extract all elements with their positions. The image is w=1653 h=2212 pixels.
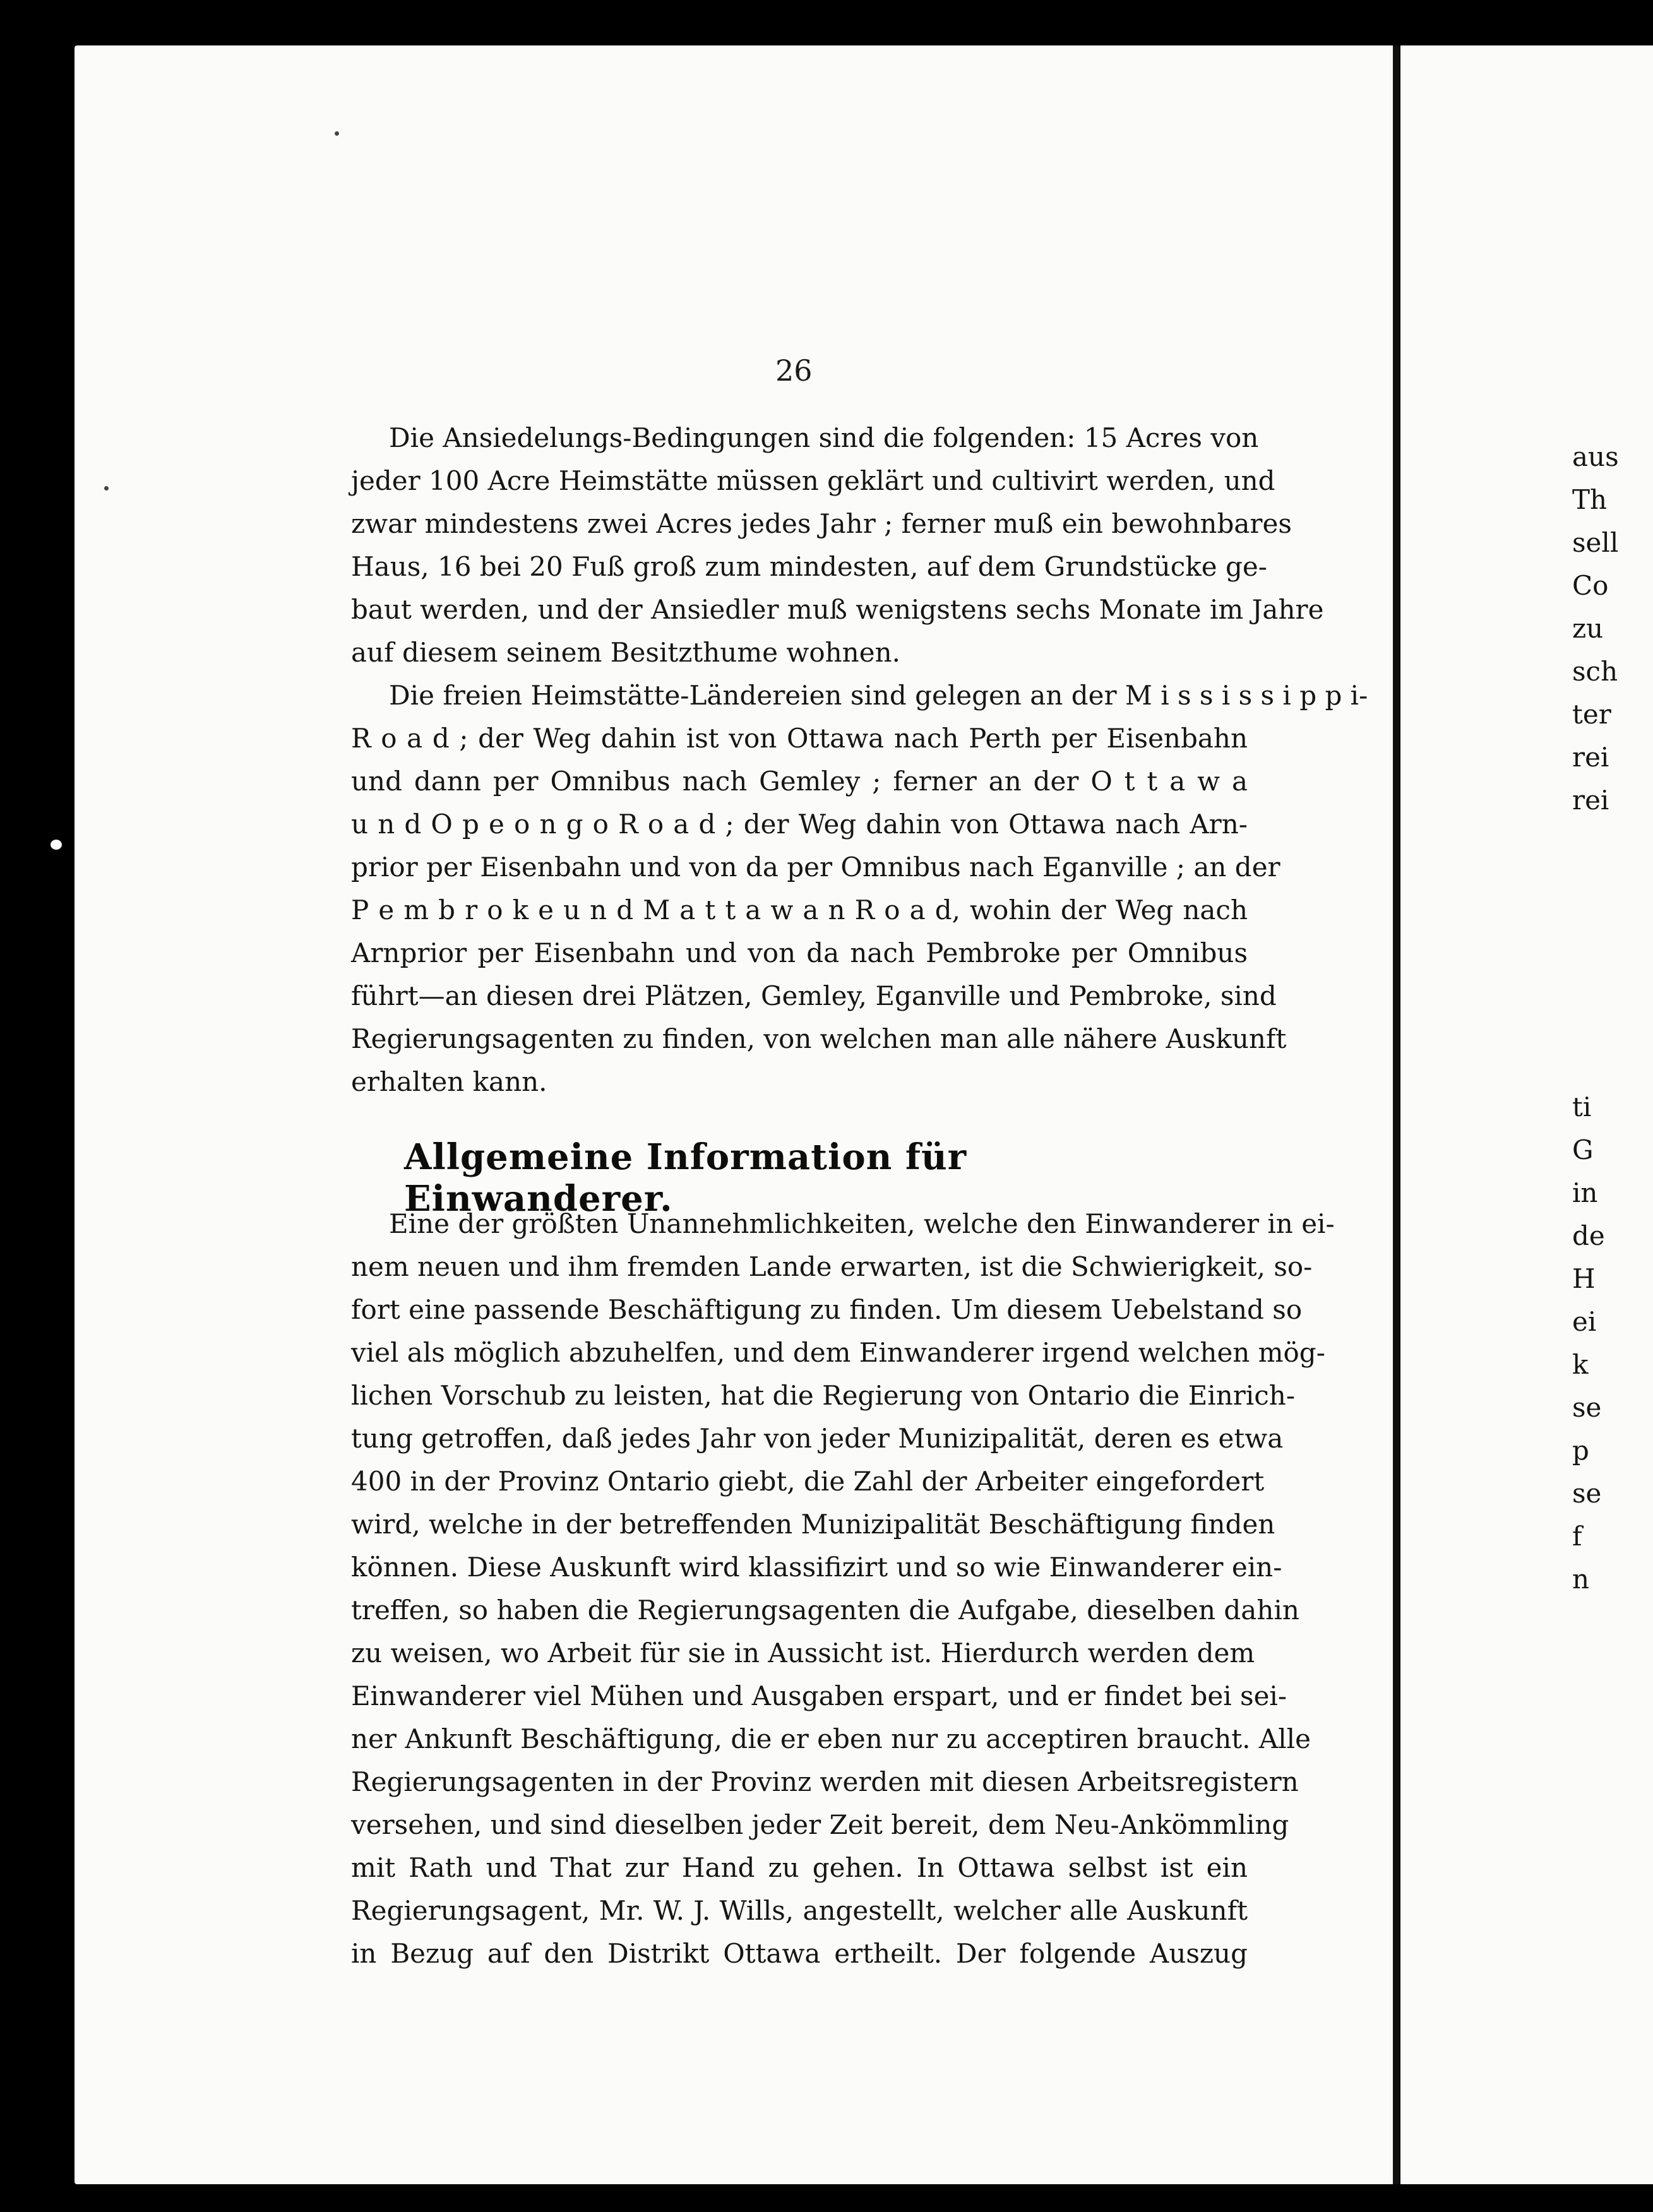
body-section-conditions (351, 417, 1368, 1103)
fragment: ter (1572, 699, 1611, 730)
right-page-fragments (1572, 436, 1619, 822)
text-line: und dann per Omnibus nach Gemley ; ferner an der O t t a w a (351, 766, 1248, 797)
text-line: jeder 100 Acre Heimstätte müssen geklärt und cultivirt werden, und (351, 465, 1275, 496)
text-line: auf diesem seinem Besitzthume wohnen. (351, 637, 900, 668)
fragment: se (1572, 1478, 1602, 1509)
text-line: viel als möglich abzuhelfen, und dem Einwanderer irgend welchen mög- (351, 1337, 1325, 1368)
fragment: sch (1572, 656, 1618, 687)
text-line: treffen, so haben die Regierungsagenten die Aufgabe, dieselben dahin (351, 1595, 1299, 1626)
fragment: de (1572, 1220, 1605, 1251)
fragment: Co (1572, 570, 1609, 601)
text-line: versehen, und sind dieselben jeder Zeit bereit, dem Neu-Ankömmling (351, 1809, 1289, 1840)
text-line: baut werden, und der Ansiedler muß wenigstens sechs Monate im Jahre (351, 594, 1324, 625)
text-line: erhalten kann. (351, 1066, 547, 1097)
fragment: sell (1572, 527, 1619, 558)
fragment: rei (1572, 785, 1609, 816)
text-line: nem neuen und ihm fremden Lande erwarten, ist die Schwierigkeit, so- (351, 1251, 1313, 1282)
fragment: ti (1572, 1091, 1592, 1122)
text-line: lichen Vorschub zu leisten, hat die Regierung von Ontario die Einrich- (351, 1380, 1296, 1411)
text-line: Regierungsagenten zu finden, von welchen man alle nähere Auskunft (351, 1023, 1287, 1054)
page-gutter (1393, 45, 1399, 2184)
text-line: in Bezug auf den Distrikt Ottawa ertheilt. Der folgende Auszug (351, 1938, 1248, 1969)
text-line: Die Ansiedelungs-Bedingungen sind die folgenden: 15 Acres von (389, 422, 1259, 453)
fragment: G (1572, 1134, 1594, 1165)
text-line: prior per Eisenbahn und von da per Omnibus nach Eganville ; an der (351, 852, 1280, 883)
text-line: Regierungsagent, Mr. W. J. Wills, angestellt, welcher alle Auskunft (351, 1895, 1248, 1926)
body-section-immigrants (351, 1203, 1335, 1975)
fragment: rei (1572, 742, 1609, 773)
right-page-fragments-2 (1572, 1086, 1605, 1601)
text-line: fort eine passende Beschäftigung zu finden. Um diesem Uebelstand so (351, 1294, 1303, 1325)
text-line: Die freien Heimstätte-Ländereien sind gelegen an der M i s s i s s i p p i- (389, 680, 1368, 711)
fragment: p (1572, 1435, 1589, 1466)
text-line: mit Rath und That zur Hand zu gehen. In Ottawa selbst ist ein (351, 1852, 1248, 1883)
section-heading: Allgemeine Information für Einwanderer. (404, 1136, 967, 1220)
text-line: Haus, 16 bei 20 Fuß groß zum mindesten, auf dem Grundstücke ge- (351, 551, 1267, 582)
text-line: tung getroffen, daß jedes Jahr von jeder Munizipalität, deren es etwa (351, 1423, 1284, 1454)
text-line: R o a d ; der Weg dahin ist von Ottawa nach Perth per Eisenbahn (351, 723, 1248, 754)
text-line: zu weisen, wo Arbeit für sie in Aussicht ist. Hierdurch werden dem (351, 1638, 1255, 1668)
speck (335, 131, 339, 136)
fragment: H (1572, 1263, 1596, 1294)
fragment: f (1572, 1521, 1582, 1552)
fragment: aus (1572, 441, 1619, 472)
text-line: Arnprior per Eisenbahn und von da nach Pembroke per Omnibus (351, 937, 1248, 968)
fragment: in (1572, 1177, 1598, 1208)
text-line: Einwanderer viel Mühen und Ausgaben erspart, und er findet bei sei- (351, 1680, 1287, 1711)
text-line: 400 in der Provinz Ontario giebt, die Zahl der Arbeiter eingefordert (351, 1466, 1265, 1497)
fragment: Th (1572, 484, 1608, 515)
speck (104, 486, 109, 491)
right-page-edge (1400, 45, 1653, 2184)
speck (51, 840, 62, 850)
text-line: ner Ankunft Beschäftigung, die er eben nur zu acceptiren braucht. Alle (351, 1723, 1311, 1754)
text-line: Eine der größten Unannehmlichkeiten, welche den Einwanderer in ei- (389, 1208, 1335, 1239)
text-line: können. Diese Auskunft wird klassifizirt und so wie Einwanderer ein- (351, 1552, 1282, 1583)
text-line: führt—an diesen drei Plätzen, Gemley, Eganville und Pembroke, sind (351, 980, 1277, 1011)
text-line: Regierungsagenten in der Provinz werden mit diesen Arbeitsregistern (351, 1766, 1299, 1797)
text-line: zwar mindestens zwei Acres jedes Jahr ; ferner muß ein bewohnbares (351, 508, 1292, 539)
page-number: 26 (775, 354, 813, 388)
fragment: k (1572, 1349, 1589, 1380)
fragment: ei (1572, 1306, 1597, 1337)
text-line: wird, welche in der betreffenden Munizipalität Beschäftigung finden (351, 1509, 1275, 1540)
fragment: zu (1572, 613, 1604, 644)
text-line: P e m b r o k e u n d M a t t a w a n R o a d, wohin der Weg nach (351, 895, 1248, 925)
text-line: u n d O p e o n g o R o a d ; der Weg dahin von Ottawa nach Arn- (351, 809, 1248, 840)
fragment: n (1572, 1564, 1590, 1595)
fragment: se (1572, 1392, 1602, 1423)
